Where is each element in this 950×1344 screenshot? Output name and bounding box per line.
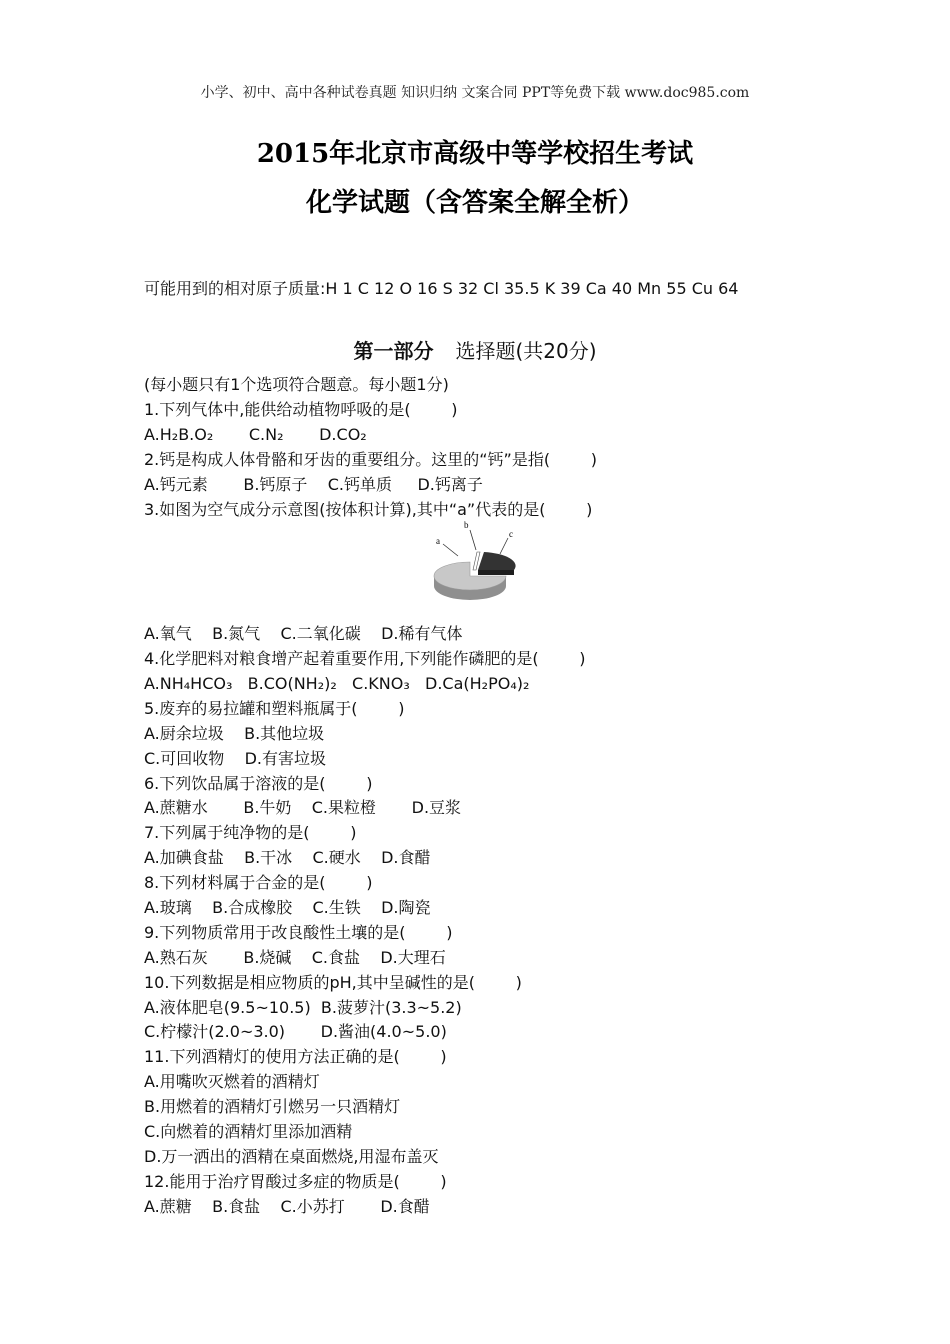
question-1: 1.下列气体中,能供给动植物呼吸的是( ) xyxy=(144,400,458,419)
label-a: a xyxy=(436,536,440,546)
question-4: 4.化学肥料对粮食增产起着重要作用,下列能作磷肥的是( ) xyxy=(144,649,586,668)
section-part: 第一部分 xyxy=(353,339,434,363)
option-11d: D.万一洒出的酒精在桌面燃烧,用湿布盖灭 xyxy=(144,1147,439,1166)
options-8: A.玻璃 B.合成橡胶 C.生铁 D.陶瓷 xyxy=(144,898,431,917)
label-b: b xyxy=(464,520,469,530)
options-1: A.H₂B.O₂ C.N₂ D.CO₂ xyxy=(144,425,367,444)
instructions: (每小题只有1个选项符合题意。每小题1分) xyxy=(144,375,449,394)
question-11: 11.下列酒精灯的使用方法正确的是( ) xyxy=(144,1047,447,1066)
page-header: 小学、初中、高中各种试卷真题 知识归纳 文案合同 PPT等免费下载 www.doc985.com xyxy=(200,85,750,101)
leader-a xyxy=(443,544,458,556)
options-5a: A.厨余垃圾 B.其他垃圾 xyxy=(144,724,325,743)
options-2: A.钙元素 B.钙原子 C.钙单质 D.钙离子 xyxy=(144,475,483,494)
question-2: 2.钙是构成人体骨骼和牙齿的重要组分。这里的“钙”是指( ) xyxy=(144,450,598,469)
question-3: 3.如图为空气成分示意图(按体积计算),其中“a”代表的是( ) xyxy=(144,500,593,519)
options-10a: A.液体肥皂(9.5~10.5) B.菠萝汁(3.3~5.2) xyxy=(144,998,462,1017)
section-heading xyxy=(0,335,950,364)
options-12: A.蔗糖 B.食盐 C.小苏打 D.食醋 xyxy=(144,1197,430,1216)
options-3: A.氧气 B.氮气 C.二氧化碳 D.稀有气体 xyxy=(144,624,463,643)
atomic-mass-note: 可能用到的相对原子质量:H 1 C 12 O 16 S 32 Cl 35.5 K 39 Ca 40 Mn 55 Cu 64 xyxy=(144,279,739,298)
options-4: A.NH₄HCO₃ B.CO(NH₂)₂ C.KNO₃ D.Ca(H₂PO₄)₂ xyxy=(144,674,530,693)
option-11a: A.用嘴吹灭燃着的酒精灯 xyxy=(144,1072,320,1091)
exam-subtitle: 化学试题（含答案全解全析） xyxy=(305,188,644,218)
options-5b: C.可回收物 D.有害垃圾 xyxy=(144,749,327,768)
option-11b: B.用燃着的酒精灯引燃另一只酒精灯 xyxy=(144,1097,401,1116)
question-7: 7.下列属于纯净物的是( ) xyxy=(144,823,357,842)
exam-title: 2015年北京市高级中等学校招生考试 xyxy=(256,139,694,169)
question-8: 8.下列材料属于合金的是( ) xyxy=(144,873,373,892)
question-10: 10.下列数据是相应物质的pH,其中呈碱性的是( ) xyxy=(144,973,522,992)
options-7: A.加碘食盐 B.干冰 C.硬水 D.食醋 xyxy=(144,848,431,867)
question-9: 9.下列物质常用于改良酸性土壤的是( ) xyxy=(144,923,453,942)
options-10b: C.柠檬汁(2.0~3.0) D.酱油(4.0~5.0) xyxy=(144,1022,447,1041)
question-6: 6.下列饮品属于溶液的是( ) xyxy=(144,774,373,793)
pie-slice-c xyxy=(478,552,516,570)
leader-c xyxy=(500,538,508,554)
section-name: 选择题(共20分) xyxy=(455,339,597,363)
question-12: 12.能用于治疗胃酸过多症的物质是( ) xyxy=(144,1172,447,1191)
options-6: A.蔗糖水 B.牛奶 C.果粒橙 D.豆浆 xyxy=(144,798,462,817)
options-9: A.熟石灰 B.烧碱 C.食盐 D.大理石 xyxy=(144,948,446,967)
option-11c: C.向燃着的酒精灯里添加酒精 xyxy=(144,1122,353,1141)
question-5: 5.废弃的易拉罐和塑料瓶属于( ) xyxy=(144,699,405,718)
leader-b xyxy=(470,530,476,550)
label-c: c xyxy=(509,529,513,539)
pie-slice-c-side xyxy=(478,570,514,575)
air-composition-pie-chart xyxy=(420,518,530,606)
